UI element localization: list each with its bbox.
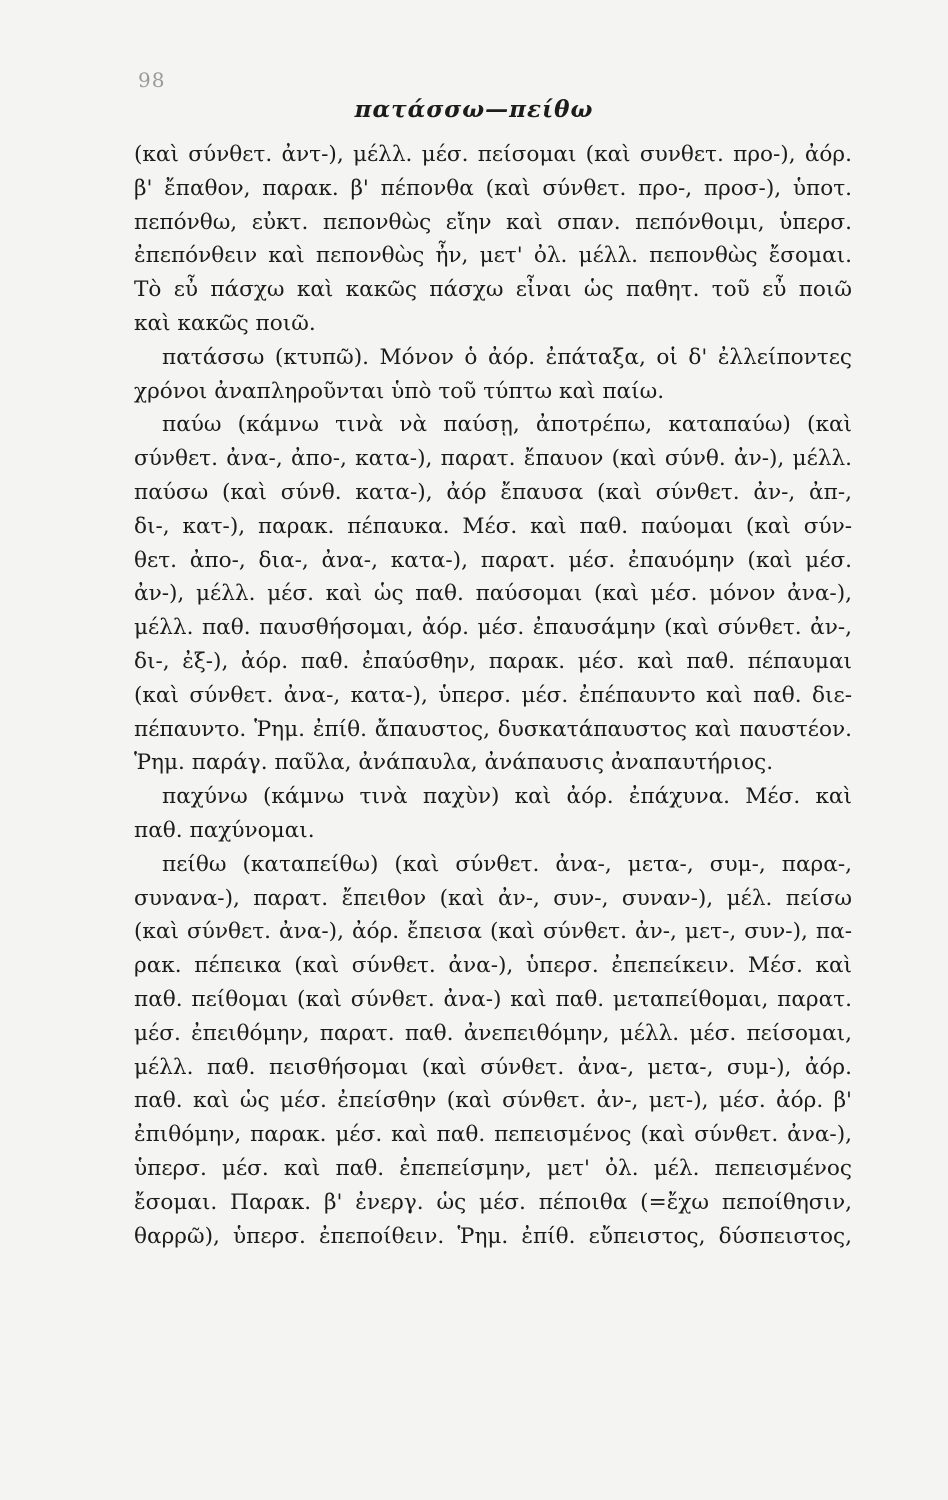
text-line: παθ. καὶ ὡς μέσ. ἐπείσθην (καὶ σύνθετ. ἀν-, μετ-), μέσ. ἀόρ. β' xyxy=(134,1088,852,1114)
text-line: συνανα-), παρατ. ἔπειθον (καὶ ἀν-, συν-, συναν-), μέλ. πείσω xyxy=(134,885,852,911)
text-line: θετ. ἀπο-, δια-, ἀνα-, κατα-), παρατ. μέσ. ἐπαυόμην (καὶ μέσ. xyxy=(134,547,852,573)
text-line: ρακ. πέπεικα (καὶ σύνθετ. ἀνα-), ὑπερσ. ἐπεπείκειν. Μέσ. καὶ xyxy=(134,953,852,979)
text-line: β' ἔπαθον, παρακ. β' πέπονθα (καὶ σύνθετ. προ-, προσ-), ὑποτ. xyxy=(134,175,852,201)
text-line: (καὶ σύνθετ. ἀνα-, κατα-), ὑπερσ. μέσ. ἐπέπαυντο καὶ παθ. διε- xyxy=(134,682,852,708)
text-line: μέλλ. παθ. πεισθήσομαι (καὶ σύνθετ. ἀνα-, μετα-, συμ-), ἀόρ. xyxy=(134,1054,852,1080)
text-line: θαρρῶ), ὑπερσ. ἐπεποίθειν. Ῥημ. ἐπίθ. εὔπειστος, δύσπειστος, xyxy=(134,1223,852,1249)
text-line: χρόνοι ἀναπληροῦνται ὑπὸ τοῦ τύπτω καὶ παίω. xyxy=(134,378,665,404)
text-line: σύνθετ. ἀνα-, ἀπο-, κατα-), παρατ. ἔπαυον (καὶ σύνθ. ἀν-), μέλλ. xyxy=(134,446,852,472)
text-line: ἐπιθόμην, παρακ. μέσ. καὶ παθ. πεπεισμένος (καὶ σύνθετ. ἀνα-), xyxy=(134,1122,852,1148)
text-line: πατάσσω (κτυπῶ). Μόνον ὁ ἀόρ. ἐπάταξα, οἱ δ' ἐλλείποντες xyxy=(162,344,852,370)
text-line: Τὸ εὖ πάσχω καὶ κακῶς πάσχω εἶναι ὡς παθητ. τοῦ εὖ ποιῶ xyxy=(134,277,852,303)
text-line: ὑπερσ. μέσ. καὶ παθ. ἐπεπείσμην, μετ' ὀλ. μέλ. πεπεισμένος xyxy=(134,1155,852,1181)
text-line: (καὶ σύνθετ. ἀντ-), μέλλ. μέσ. πείσομαι (καὶ συνθετ. προ-), ἀόρ. xyxy=(134,142,852,167)
text-line: παχύνω (κάμνω τινὰ παχὺν) καὶ ἀόρ. ἐπάχυνα. Μέσ. καὶ xyxy=(162,784,852,810)
text-line: πείθω (καταπείθω) (καὶ σύνθετ. ἀνα-, μετα-, συμ-, παρα-, xyxy=(162,851,852,877)
text-line: πέπαυντο. Ῥημ. ἐπίθ. ἄπαυστος, δυσκατάπαυστος καὶ παυστέον. xyxy=(134,716,852,742)
text-line: ἐπεπόνθειν καὶ πεπονθὼς ἦν, μετ' ὀλ. μέλλ. πεπονθὼς ἔσομαι. xyxy=(134,243,852,269)
text-line: (καὶ σύνθετ. ἀνα-), ἀόρ. ἔπεισα (καὶ σύνθετ. ἀν-, μετ-, συν-), πα- xyxy=(134,919,852,945)
dictionary-body-text xyxy=(134,138,852,1253)
text-line: καὶ κακῶς ποιῶ. xyxy=(134,310,316,336)
text-line: παθ. πείθομαι (καὶ σύνθετ. ἀνα-) καὶ παθ. μεταπείθομαι, παρατ. xyxy=(134,986,852,1012)
text-line: παύσω (καὶ σύνθ. κατα-), ἀόρ ἔπαυσα (καὶ σύνθετ. ἀν-, ἀπ-, xyxy=(134,479,852,505)
page-number: 98 xyxy=(138,68,166,92)
text-line: δι-, κατ-), παρακ. πέπαυκα. Μέσ. καὶ παθ. παύομαι (καὶ σύν- xyxy=(134,513,852,539)
text-line: ἔσομαι. Παρακ. β' ἐνεργ. ὡς μέσ. πέποιθα (=ἔχω πεποίθησιν, xyxy=(134,1189,852,1215)
text-line: δι-, ἐξ-), ἀόρ. παθ. ἐπαύσθην, παρακ. μέσ. καὶ παθ. πέπαυμαι xyxy=(134,648,852,674)
text-line: μέσ. ἐπειθόμην, παρατ. παθ. ἀνεπειθόμην, μέλλ. μέσ. πείσομαι, xyxy=(134,1020,852,1046)
text-line: παύω (κάμνω τινὰ νὰ παύσῃ, ἀποτρέπω, καταπαύω) (καὶ xyxy=(162,412,852,438)
text-line: Ῥημ. παράγ. παῦλα, ἀνάπαυλα, ἀνάπαυσις ἀναπαυτήριος. xyxy=(134,750,774,776)
text-line: μέλλ. παθ. παυσθήσομαι, ἀόρ. μέσ. ἐπαυσάμην (καὶ σύνθετ. ἀν-, xyxy=(134,615,852,641)
text-line: πεπόνθω, εὐκτ. πεπονθὼς εἴην καὶ σπαν. πεπόνθοιμι, ὑπερσ. xyxy=(134,209,852,235)
running-head: πατάσσω—πείθω xyxy=(354,96,594,123)
text-line: ἀν-), μέλλ. μέσ. καὶ ὡς παθ. παύσομαι (καὶ μέσ. μόνον ἀνα-), xyxy=(134,581,852,607)
text-line: παθ. παχύνομαι. xyxy=(134,817,315,843)
